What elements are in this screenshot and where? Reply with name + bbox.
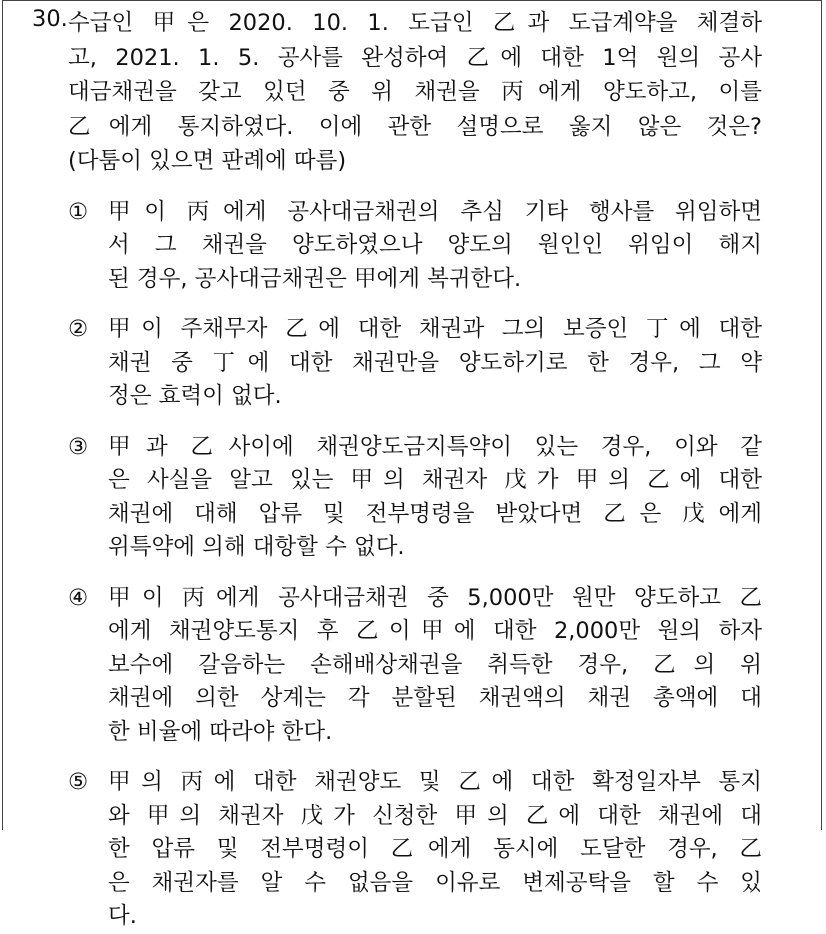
answer-option-3[interactable]: [68, 431, 762, 565]
text-line: 서 그 채권을 양도하였으나 양도의 원인인 위임이 해지: [108, 232, 762, 258]
option-text: [108, 313, 762, 414]
question-text: [68, 6, 762, 179]
text-line: 채권 중 丁에 대한 채권만을 양도하기로 한 경우, 그 약: [108, 349, 762, 376]
text-line: 甲이 丙에게 공사대금채권의 추심 기타 행사를 위임하면: [108, 198, 762, 225]
option-marker: ②: [68, 316, 89, 342]
text-line: 은 사실을 알고 있는 甲의 채권자 戊가 甲의 乙에 대한: [108, 467, 762, 493]
text-line: 와 甲의 채권자 戊가 신청한 甲의 乙에 대한 채권에 대: [108, 802, 762, 829]
answer-options: [32, 196, 762, 934]
answer-option-4[interactable]: [68, 582, 762, 750]
answer-option-2[interactable]: [68, 313, 762, 414]
text-line: 위특약에 의해 대항할 수 없다.: [108, 534, 405, 560]
text-line: 수급인 甲은 2020. 10. 1. 도급인 乙과 도급계약을 체결하: [68, 10, 762, 36]
text-line: 채권에 의한 상계는 각 분할된 채권액의 채권 총액에 대: [108, 685, 762, 711]
text-line: 甲이 주채무자 乙에 대한 채권과 그의 보증인 丁에 대한: [108, 316, 762, 342]
text-line: 甲과 乙사이에 채권양도금지특약이 있는 경우, 이와 같: [108, 433, 762, 460]
text-line: 된 경우, 공사대금채권은 甲에게 복귀한다.: [108, 265, 522, 292]
answer-option-1[interactable]: [68, 196, 762, 297]
option-text: [108, 431, 762, 565]
text-line: 한 압류 및 전부명령이 乙에게 동시에 도달한 경우, 乙: [108, 836, 762, 862]
option-marker: ⑤: [68, 769, 89, 795]
text-line: 다.: [108, 903, 137, 929]
text-line: 보수에 갈음하는 손해배상채권을 취득한 경우, 乙의 위: [108, 651, 762, 678]
question-number: 30.: [32, 6, 68, 32]
option-text: [108, 582, 762, 750]
text-line: 정은 효력이 없다.: [108, 383, 282, 409]
text-line: 甲이 丙에게 공사대금채권 중 5,000만 원만 양도하고 乙: [108, 584, 762, 611]
text-line: 은 채권자를 알 수 없음을 이유로 변제공탁을 할 수 있: [108, 869, 762, 896]
text-line: 甲의 丙에 대한 채권양도 및 乙에 대한 확정일자부 통지: [108, 769, 762, 795]
text-line: 채권에 대해 압류 및 전부명령을 받았다면 乙은 戊에게: [108, 500, 762, 527]
option-marker: ①: [68, 198, 89, 225]
text-line: 한 비율에 따라야 한다.: [108, 718, 333, 745]
text-line: (다툼이 있으면 판례에 따름): [68, 148, 347, 174]
text-line: 대금채권을 갖고 있던 중 위 채권을 丙에게 양도하고, 이를: [68, 79, 762, 105]
option-text: [108, 766, 762, 934]
question-stem: [32, 6, 762, 179]
text-line: 고, 2021. 1. 5. 공사를 완성하여 乙에 대한 1억 원의 공사: [68, 44, 762, 71]
question-block: [32, 6, 762, 934]
option-marker: ④: [68, 584, 89, 611]
text-line: 乙에게 통지하였다. 이에 관한 설명으로 옳지 않은 것은?: [68, 113, 762, 140]
option-text: [108, 196, 762, 297]
text-line: 에게 채권양도통지 후 乙이甲에 대한 2,000만 원의 하자: [108, 618, 762, 644]
answer-option-5[interactable]: [68, 766, 762, 934]
option-marker: ③: [68, 433, 89, 460]
